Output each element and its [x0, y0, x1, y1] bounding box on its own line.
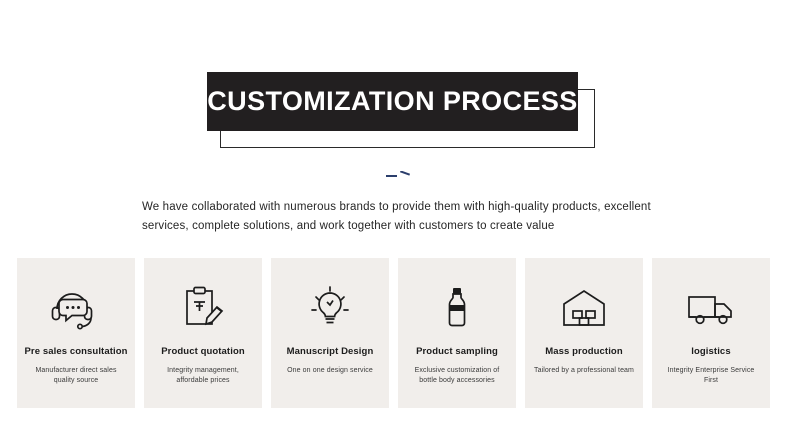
lightbulb-idea-icon — [304, 282, 356, 334]
card-title: Mass production — [545, 346, 623, 357]
bottle-sample-icon — [431, 282, 483, 334]
card-description: Tailored by a professional team — [534, 367, 634, 374]
process-card[interactable] — [144, 258, 262, 408]
card-title: Pre sales consultation — [24, 346, 128, 357]
card-description: Manufacturer direct sales quality source — [35, 367, 117, 384]
process-card[interactable] — [525, 258, 643, 408]
process-cards-row — [17, 258, 785, 408]
page-title: CUSTOMIZATION PROCESS — [207, 86, 578, 116]
warehouse-icon — [558, 282, 610, 334]
card-title: Product quotation — [161, 346, 245, 357]
title-bar — [207, 72, 578, 131]
clipboard-pencil-icon — [177, 282, 229, 334]
title-block — [0, 62, 800, 152]
card-description: One on one design service — [287, 367, 373, 374]
intro-paragraph: We have collaborated with numerous brands to provide them with high-quality products, excellent services, complete solutions, and work together with customers to create value — [142, 201, 651, 232]
process-card[interactable] — [398, 258, 516, 408]
card-title: Manuscript Design — [286, 346, 374, 357]
card-description: Integrity Enterprise Service First — [667, 367, 755, 384]
card-title: logistics — [691, 346, 731, 357]
delivery-truck-icon — [685, 282, 737, 334]
card-title: Product sampling — [416, 346, 498, 357]
double-dash-icon — [386, 171, 414, 181]
divider — [0, 168, 800, 186]
process-card[interactable] — [652, 258, 770, 408]
headset-support-icon — [50, 282, 102, 334]
card-description: Exclusive customization of bottle body accessories — [414, 367, 500, 384]
card-description: Integrity management, affordable prices — [167, 367, 239, 384]
process-card[interactable] — [271, 258, 389, 408]
process-card[interactable] — [17, 258, 135, 408]
